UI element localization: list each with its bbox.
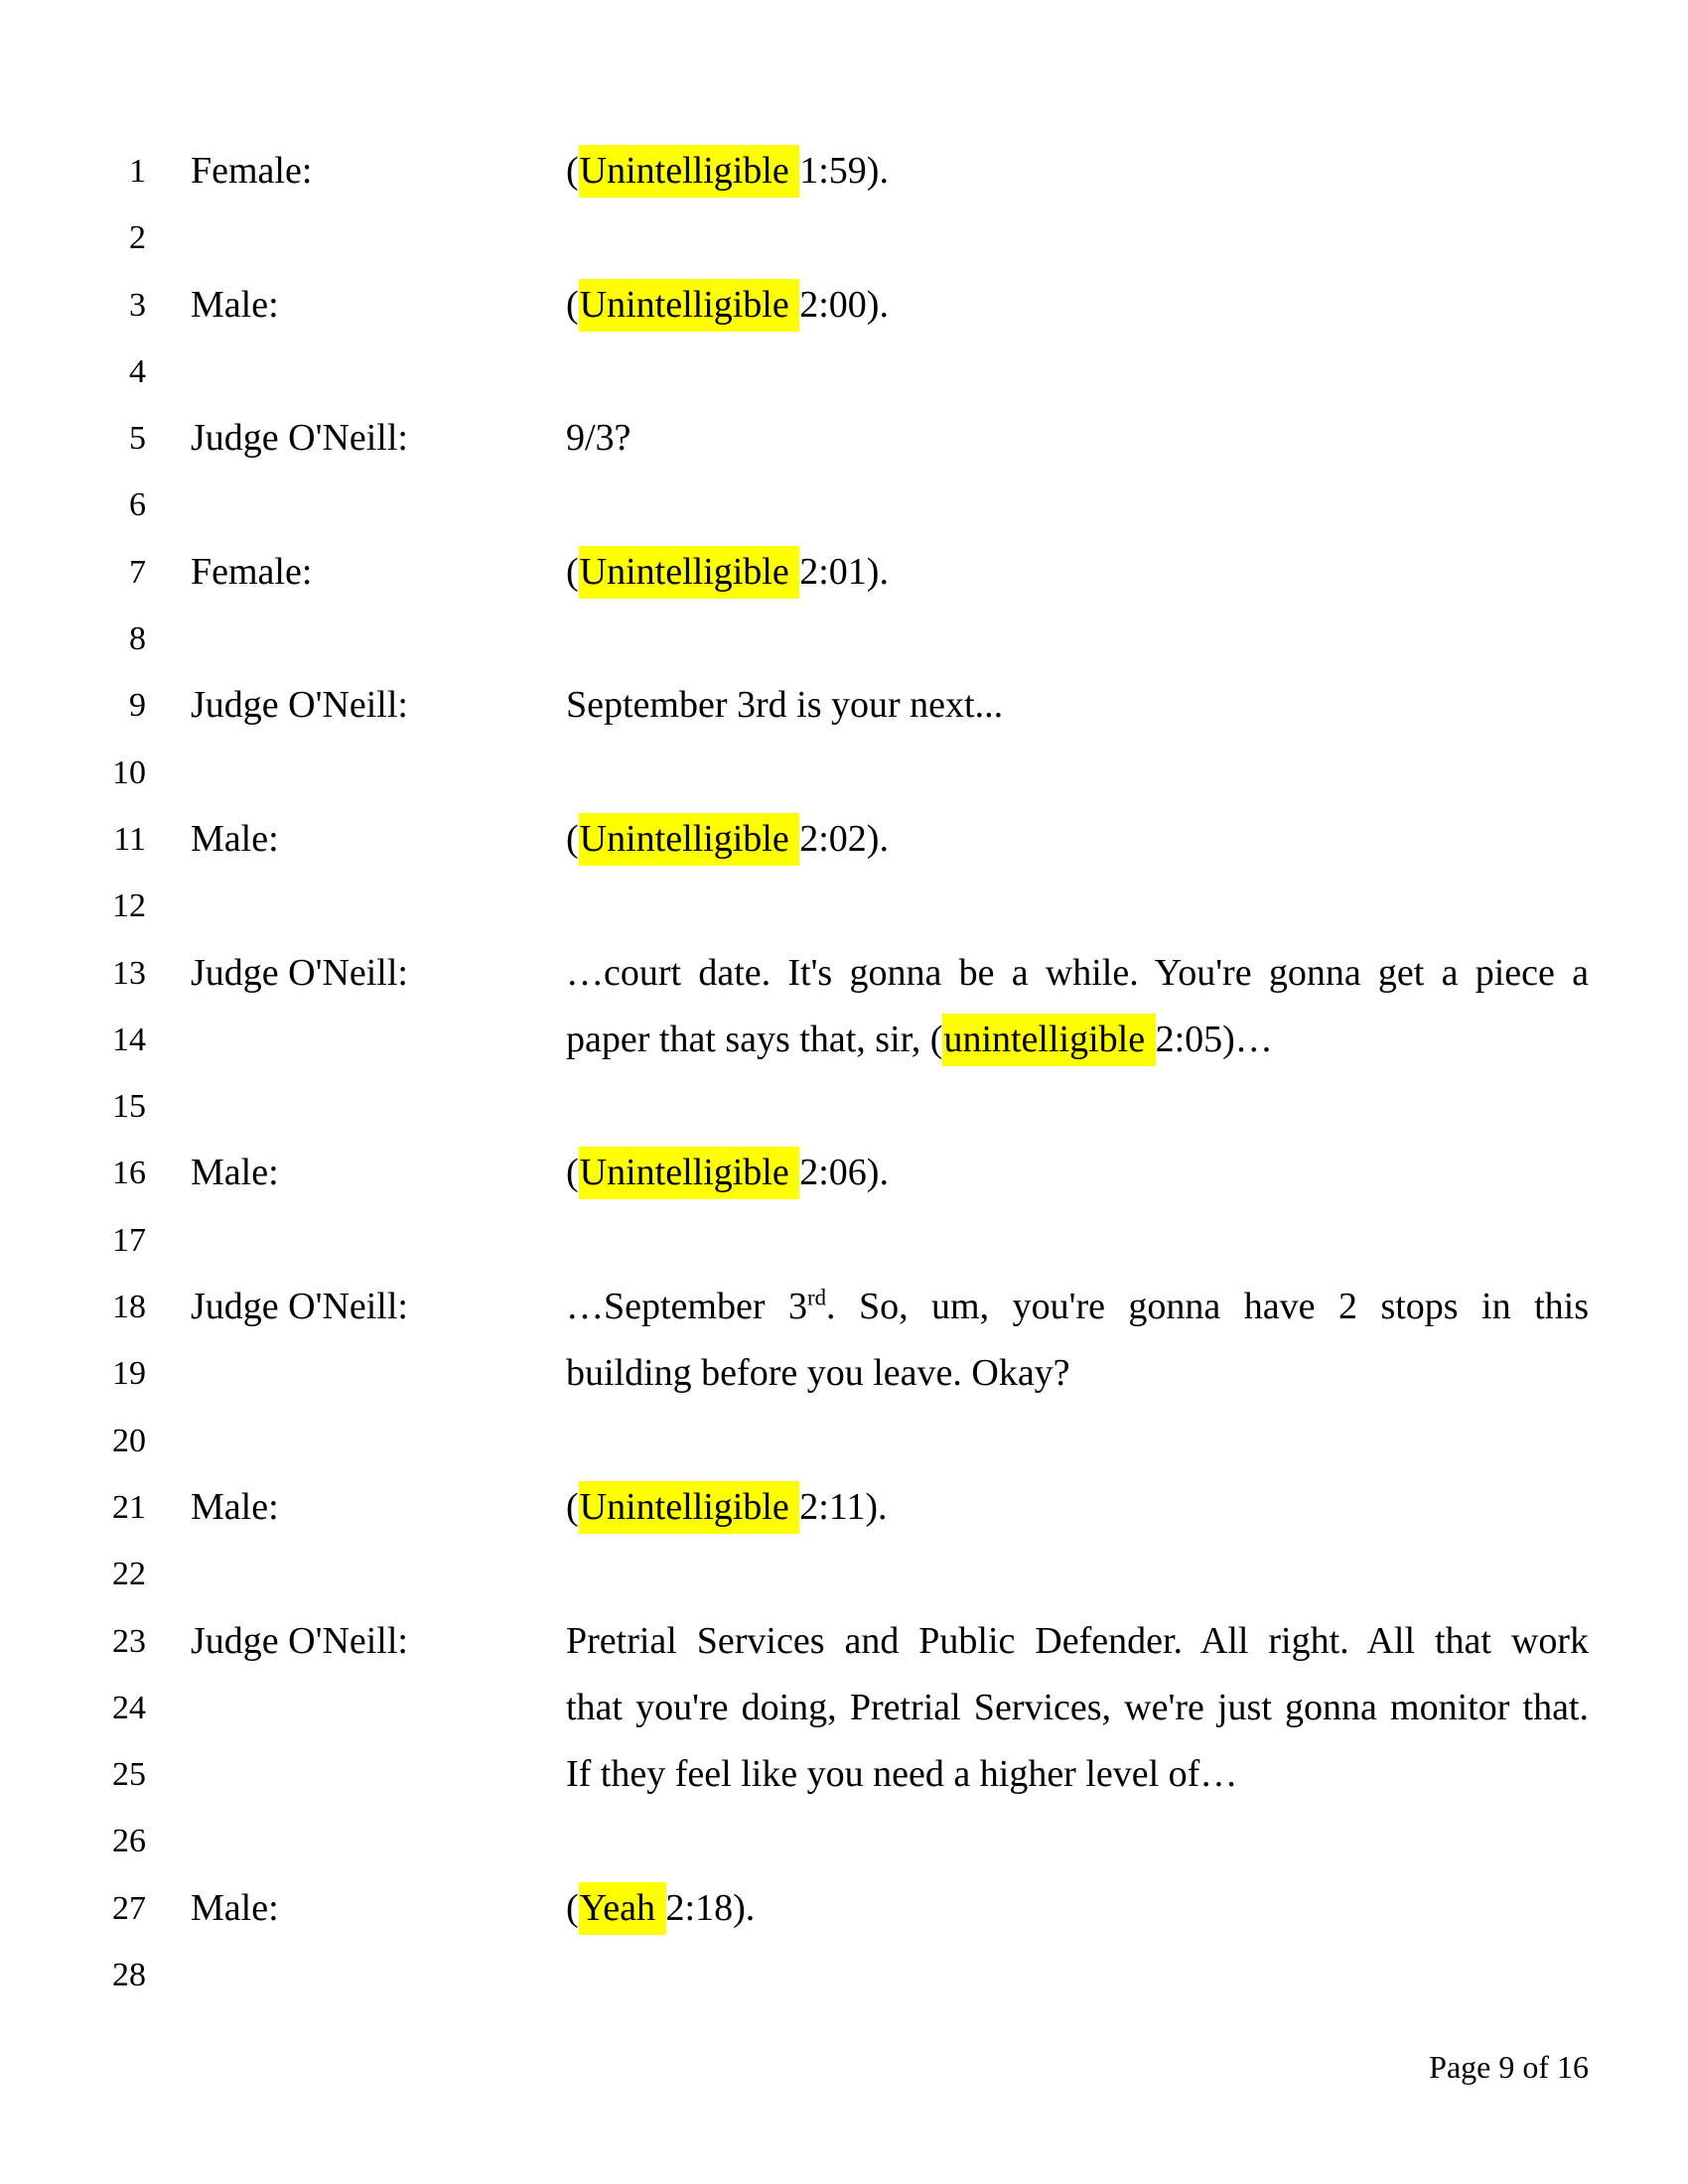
line-number: 24 [112,1689,146,1726]
speaker-label: Male: [191,1152,279,1194]
transcript-line [0,1073,1688,1140]
speech-text [566,1007,1589,1073]
speech-text-segment: …September 3 [566,1286,807,1328]
line-number: 12 [112,887,146,925]
speech-text-segment: ( [566,550,579,593]
line-number: 28 [112,1957,146,1994]
transcript-line [0,1474,1688,1541]
transcript-line [0,672,1688,739]
speaker-label: Male: [191,1485,279,1528]
transcript-line [0,405,1688,472]
transcript-lines [0,138,1688,2008]
speech-text-segment: Pretrial Services and Public Defender. All right. All that work [566,1619,1589,1662]
transcript-line [0,606,1688,672]
speech-text [566,672,1589,739]
highlighted-text: Unintelligible [579,279,800,332]
page-number-footer: Page 9 of 16 [1429,2049,1589,2085]
line-number: 1 [129,153,146,190]
line-number: 17 [112,1221,146,1259]
highlighted-text: Unintelligible [579,1147,800,1199]
speech-text [566,1875,1589,1942]
speaker-label: Judge O'Neill: [191,684,408,727]
line-number: 5 [129,420,146,458]
speech-text-segment: 2:00). [799,283,889,326]
speaker-label: Judge O'Neill: [191,417,408,460]
speaker-label: Judge O'Neill: [191,1619,408,1662]
line-number: 23 [112,1622,146,1660]
speech-text [566,1675,1589,1741]
transcript-line [0,1541,1688,1607]
line-number: 22 [112,1556,146,1593]
highlighted-text: Yeah [579,1882,666,1935]
line-number: 13 [112,954,146,992]
line-number: 14 [112,1021,146,1058]
line-number: 2 [129,219,146,257]
speech-text [566,138,1589,205]
speech-text-segment: 2:05)… [1155,1018,1273,1060]
speaker-label: Male: [191,817,279,860]
transcript-line [0,339,1688,405]
transcript-line [0,1942,1688,2008]
transcript-line [0,1007,1688,1073]
speech-text-segment: 2:18). [665,1886,756,1929]
speech-text-segment: ( [566,1886,579,1929]
transcript-line [0,1675,1688,1741]
speech-text-segment: paper that says that, sir, ( [566,1018,943,1060]
speaker-label: Male: [191,283,279,326]
line-number: 8 [129,620,146,658]
speech-text [566,539,1589,606]
speech-text [566,405,1589,472]
speech-text-segment: 2:11). [799,1485,888,1528]
highlighted-text: Unintelligible [579,145,800,198]
transcript-line [0,205,1688,271]
speech-text-segment: 2:06). [799,1152,889,1194]
highlighted-text: Unintelligible [579,813,800,866]
speech-text-segment: If they feel like you need a higher level of… [566,1753,1238,1796]
highlighted-text: Unintelligible [579,546,800,599]
line-number: 10 [112,753,146,791]
transcript-line [0,873,1688,939]
speech-text-segment: ( [566,283,579,326]
speech-text-segment: 9/3? [566,417,632,460]
line-number: 3 [129,286,146,324]
transcript-line [0,1408,1688,1474]
line-number: 16 [112,1155,146,1192]
transcript-line [0,940,1688,1007]
transcript-line [0,1274,1688,1340]
speech-text [566,1140,1589,1206]
line-number: 7 [129,553,146,591]
speech-text [566,1474,1589,1541]
speaker-label: Male: [191,1886,279,1929]
line-number: 18 [112,1289,146,1326]
speech-text [566,806,1589,873]
line-number: 4 [129,352,146,390]
speech-text [566,1340,1589,1407]
transcript-line [0,1207,1688,1274]
speech-text [566,1741,1589,1808]
speech-text-segment: ( [566,1485,579,1528]
transcript-line [0,1340,1688,1407]
transcript-line [0,472,1688,538]
line-number: 9 [129,687,146,725]
highlighted-text: Unintelligible [579,1481,800,1534]
transcript-line [0,806,1688,873]
speech-text-segment: that you're doing, Pretrial Services, we're just gonna monitor that. [566,1686,1589,1728]
highlighted-text: unintelligible [942,1014,1155,1066]
speaker-label: Female: [191,550,313,593]
line-number: 20 [112,1422,146,1459]
speech-text [566,272,1589,339]
line-number: 11 [113,820,146,858]
line-number: 19 [112,1355,146,1393]
speech-text-segment: 2:02). [799,817,889,860]
transcript-line [0,272,1688,339]
speaker-label: Judge O'Neill: [191,1286,408,1328]
transcript-line [0,138,1688,205]
speech-text-segment: September 3rd is your next... [566,684,1004,727]
line-number: 15 [112,1088,146,1126]
line-number: 27 [112,1889,146,1927]
line-number: 25 [112,1756,146,1794]
speaker-label: Judge O'Neill: [191,951,408,994]
speech-text-segment: …court date. It's gonna be a while. You're gonna get a piece a [566,951,1589,994]
transcript-line [0,740,1688,806]
speaker-label: Female: [191,150,313,192]
line-number: 6 [129,486,146,524]
speech-text-segment: ( [566,1152,579,1194]
speech-text-segment: building before you leave. Okay? [566,1352,1070,1395]
superscript-ordinal: rd [806,1285,826,1310]
transcript-line [0,539,1688,606]
transcript-line [0,1875,1688,1942]
transcript-line [0,1741,1688,1808]
speech-text-segment: . So, um, you're gonna have 2 stops in this [825,1286,1589,1328]
line-number: 21 [112,1488,146,1526]
speech-text-segment: ( [566,817,579,860]
speech-text [566,940,1589,1007]
transcript-line [0,1808,1688,1874]
speech-text-segment: 2:01). [799,550,889,593]
transcript-line [0,1608,1688,1675]
speech-text-segment: 1:59). [799,150,889,192]
speech-text-segment: ( [566,150,579,192]
line-number: 26 [112,1823,146,1860]
speech-text [566,1608,1589,1675]
speech-text [566,1274,1589,1340]
transcript-line [0,1140,1688,1206]
